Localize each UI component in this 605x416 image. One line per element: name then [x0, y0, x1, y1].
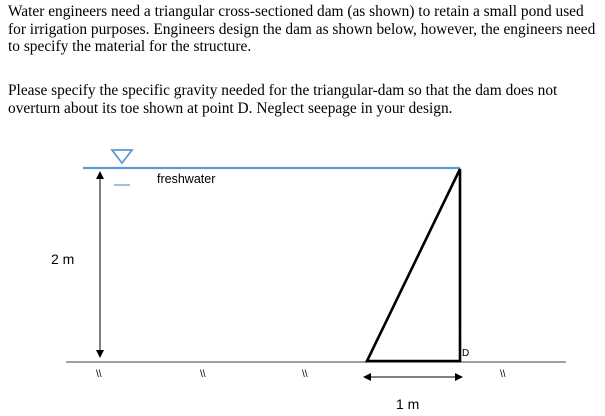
ground-hatch: \\	[302, 369, 308, 380]
toe-label-d: D	[462, 348, 470, 359]
fluid-label: freshwater	[157, 172, 216, 186]
water-surface-symbol	[112, 150, 132, 163]
problem-paragraph-2: Please specify the specific gravity needed for the triangular-dam so that the dam does not overturn about its toe shown at point D. Neglect seepage in your design.	[8, 82, 558, 117]
height-label: 2 m	[51, 251, 75, 267]
ground-hatch: \\	[500, 369, 506, 380]
ground-hatch: \\	[200, 369, 206, 380]
base-label: 1 m	[396, 396, 420, 412]
problem-paragraph-1: Water engineers need a triangular cross-sectioned dam (as shown) to retain a small pond used for irrigation purposes. Engineers design the dam as shown below, however, the engineers need to specify the material for the structure.	[8, 3, 596, 55]
dam-triangle	[367, 169, 460, 361]
ground-hatch: \\	[96, 369, 102, 380]
